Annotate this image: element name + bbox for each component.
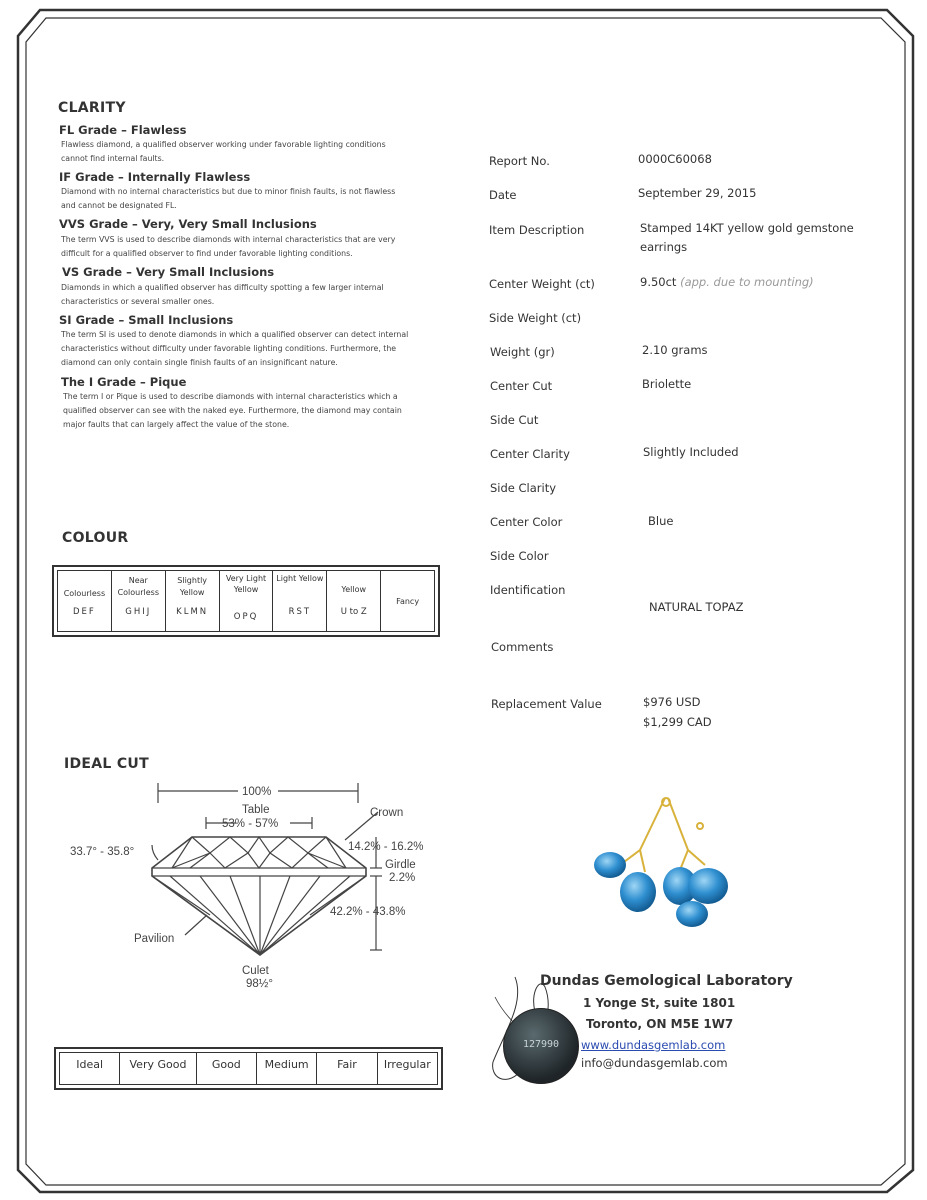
hologram-seal — [503, 1008, 579, 1084]
grade-vs-title: VS Grade – Very Small Inclusions — [62, 265, 275, 279]
diagram-crown-label: Crown — [370, 807, 404, 819]
diagram-table-label: Table — [242, 804, 270, 816]
diagram-table-range: 53% - 57% — [222, 818, 279, 830]
lab-address-line1: 1 Yonge St, suite 1801 — [583, 996, 736, 1010]
lab-address-line2: Toronto, ON M5E 1W7 — [586, 1017, 734, 1031]
side-clarity-label: Side Clarity — [490, 481, 557, 495]
date-label: Date — [489, 188, 517, 202]
diamond-diagram — [60, 775, 440, 990]
grade-vvs-title: VVS Grade – Very, Very Small Inclusions — [59, 217, 317, 231]
side-cut-label: Side Cut — [490, 413, 539, 427]
center-color-value: Blue — [648, 514, 674, 528]
grade-i-desc: The term I or Pique is used to describe diamonds with internal characteristics which a qualified observer can see with the naked eye. Furthermore, the diamond may contain major faults that can largely affect the value of the stone. — [63, 392, 402, 429]
diagram-culet-label: Culet — [242, 965, 269, 977]
clarity-title: CLARITY — [58, 100, 126, 116]
identification-value: NATURAL TOPAZ — [649, 600, 744, 614]
item-description-label: Item Description — [489, 223, 585, 237]
colour-cell-slightly-yellow: Slightly Yellow KLMN — [166, 571, 220, 631]
lab-website-link[interactable]: www.dundasgemlab.com — [581, 1038, 726, 1052]
topaz-stones — [594, 852, 728, 927]
grade-fl-title: FL Grade – Flawless — [59, 123, 187, 137]
center-clarity-value: Slightly Included — [643, 445, 739, 459]
report-number-value: 0000C60068 — [638, 152, 712, 166]
colour-cell-near-colourless: Near Colourless GHIJ — [112, 571, 166, 631]
diagram-crown-height: 14.2% - 16.2% — [348, 841, 424, 853]
diagram-girdle-label: Girdle — [385, 859, 416, 871]
cut-grade-medium: Medium — [257, 1053, 317, 1084]
earrings-photo — [580, 790, 750, 930]
lab-email[interactable]: info@dundasgemlab.com — [581, 1056, 728, 1070]
center-color-label: Center Color — [490, 515, 563, 529]
center-clarity-label: Center Clarity — [490, 447, 570, 461]
grade-si-desc: The term SI is used to denote diamonds in which a qualified observer can detect internal characteristics without difficulty under favorable lighting conditions. Furthermore, the diamond can only contain single finish faults of an insignificant nature. — [61, 330, 409, 367]
diagram-pavilion-label: Pavilion — [134, 933, 175, 945]
cut-grade-fair: Fair — [317, 1053, 377, 1084]
cut-grade-good: Good — [197, 1053, 257, 1084]
replacement-value-usd: $976 USD — [643, 695, 701, 709]
cut-grade-table — [54, 1047, 443, 1090]
center-weight-value: 9.50ct (app. due to mounting) — [640, 275, 814, 289]
diagram-culet-value: 98½° — [246, 978, 273, 990]
diagram-girdle-value: 2.2% — [389, 872, 416, 884]
grade-si-title: SI Grade – Small Inclusions — [59, 313, 234, 327]
date-value: September 29, 2015 — [638, 186, 757, 200]
diagram-width-label: 100% — [242, 786, 272, 798]
center-cut-value: Briolette — [642, 377, 692, 391]
weight-gr-value: 2.10 grams — [642, 343, 708, 357]
colour-cell-fancy: Fancy — [396, 597, 420, 606]
side-color-label: Side Color — [490, 549, 549, 563]
cut-grade-ideal: Ideal — [60, 1053, 120, 1084]
comments-label: Comments — [491, 640, 554, 654]
center-weight-label: Center Weight (ct) — [489, 277, 595, 291]
side-weight-label: Side Weight (ct) — [489, 311, 582, 325]
cut-grade-irregular: Irregular — [383, 1058, 431, 1071]
grade-vvs-desc: The term VVS is used to describe diamonds with internal characteristics that are very difficult for a qualified observer to find under favorable lighting conditions. — [61, 235, 396, 258]
replacement-value-label: Replacement Value — [491, 697, 602, 711]
weight-gr-label: Weight (gr) — [490, 345, 555, 359]
item-description-value: Stamped 14KT yellow gold gemstone — [640, 221, 854, 235]
colour-scale-table — [52, 565, 440, 637]
colour-title: COLOUR — [62, 530, 129, 546]
grade-i-title: The I Grade – Pique — [61, 375, 187, 389]
cut-grade-very-good: Very Good — [120, 1053, 196, 1084]
grade-if-desc: Diamond with no internal characteristics but due to minor finish faults, is not flawless and cannot be designated FL. — [61, 187, 396, 210]
colour-cell-very-light-yellow: Very Light Yellow OPQ — [220, 571, 274, 631]
center-cut-label: Center Cut — [490, 379, 553, 393]
grade-fl-desc: Flawless diamond, a qualified observer working under favorable lighting conditions cannot find internal faults. — [61, 140, 386, 163]
colour-cell-light-yellow: Light Yellow RST — [273, 571, 327, 631]
lab-name: Dundas Gemological Laboratory — [540, 973, 793, 989]
colour-cell-colourless: Colourless DEF — [58, 571, 112, 631]
identification-label: Identification — [490, 583, 566, 597]
replacement-value-cad: $1,299 CAD — [643, 715, 712, 729]
ideal-cut-title: IDEAL CUT — [64, 756, 149, 772]
hologram-number: 127990 — [522, 1039, 560, 1050]
center-weight-note: (app. due to mounting) — [680, 275, 814, 289]
grade-vs-desc: Diamonds in which a qualified observer has difficulty spotting a few larger internal characteristics or several smaller ones. — [61, 283, 384, 306]
diagram-pavilion-depth: 42.2% - 43.8% — [330, 906, 406, 918]
report-number-label: Report No. — [489, 154, 550, 168]
colour-cell-yellow: Yellow U to Z — [327, 571, 381, 631]
item-description-value-line2: earrings — [640, 240, 688, 254]
diagram-crown-angle: 33.7° - 35.8° — [70, 846, 135, 858]
grade-if-title: IF Grade – Internally Flawless — [59, 170, 251, 184]
